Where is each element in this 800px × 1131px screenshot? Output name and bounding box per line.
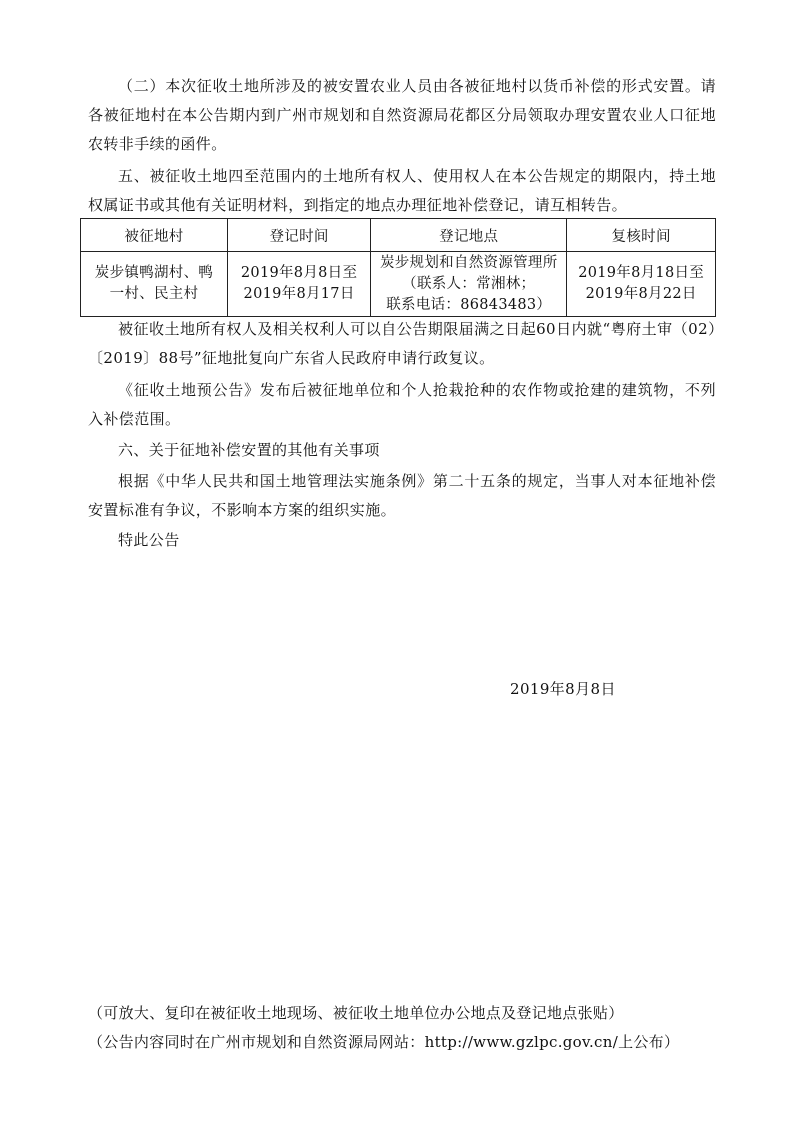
paragraph-appeal: 被征收土地所有权人及相关权利人可以自公告期限届满之日起60日内就“粤府土审（02）〔2019〕88号”征地批复向广东省人民政府申请行政复议。 <box>88 320 716 367</box>
table-row <box>81 252 716 317</box>
reg-place-line-1: 炭步规划和自然资源管理所 <box>379 254 558 271</box>
paragraph-registration: 五、被征收土地四至范围内的土地所有权人、使用权人在本公告规定的期限内，持土地权属证书或其他有关证明材料，到指定的地点办理征地补偿登记，请互相转告。 <box>88 167 716 214</box>
reg-place-line-2: （联系人：常湘林； <box>402 275 536 292</box>
cell-registration-time <box>228 252 371 317</box>
header-registration-place: 登记地点 <box>371 219 567 252</box>
cell-village <box>81 252 228 317</box>
registration-table <box>80 218 716 317</box>
notice-date: 2019年8月8日 <box>510 680 616 698</box>
paragraph-resettlement: （二）本次征收土地所涉及的被安置农业人员由各被征地村以货币补偿的形式安置。请各被征地村在本公告期内到广州市规划和自然资源局花都区分局领取办理安置农业人口征地农转非手续的函件。 <box>88 77 716 153</box>
paragraph-regulation: 根据《中华人民共和国土地管理法实施条例》第二十五条的规定，当事人对本征地补偿安置标准有争议，不影响本方案的组织实施。 <box>88 472 716 519</box>
reg-time-line-2: 2019年8月17日 <box>243 286 355 302</box>
table-header-row <box>81 219 716 252</box>
footer-note-posting: （可放大、复印在被征收土地现场、被征收土地单位办公地点及登记地点张贴） <box>88 1004 624 1022</box>
village-line-1: 炭步镇鸭湖村、鸭 <box>94 265 214 281</box>
review-time-line-1: 2019年8月18日至 <box>578 265 705 281</box>
cell-registration-place <box>371 252 567 317</box>
reg-place-line-3: 联系电话：86843483） <box>386 296 552 313</box>
paragraph-exclusion: 《征收土地预公告》发布后被征地单位和个人抢栽抢种的农作物或抢建的建筑物，不列入补偿范围。 <box>88 381 716 428</box>
village-line-2: 一村、民主村 <box>109 286 199 302</box>
review-time-line-2: 2019年8月22日 <box>585 286 697 302</box>
section-heading-other-matters: 六、关于征地补偿安置的其他有关事项 <box>118 441 380 459</box>
closing-phrase: 特此公告 <box>118 531 180 549</box>
reg-time-line-1: 2019年8月8日至 <box>240 265 358 281</box>
header-registration-time: 登记时间 <box>228 219 371 252</box>
header-village: 被征地村 <box>81 219 228 252</box>
cell-review-time <box>567 252 716 317</box>
footer-note-website: （公告内容同时在广州市规划和自然资源局网站：http://www.gzlpc.gov.cn/上公布） <box>88 1033 680 1051</box>
header-review-time: 复核时间 <box>567 219 716 252</box>
